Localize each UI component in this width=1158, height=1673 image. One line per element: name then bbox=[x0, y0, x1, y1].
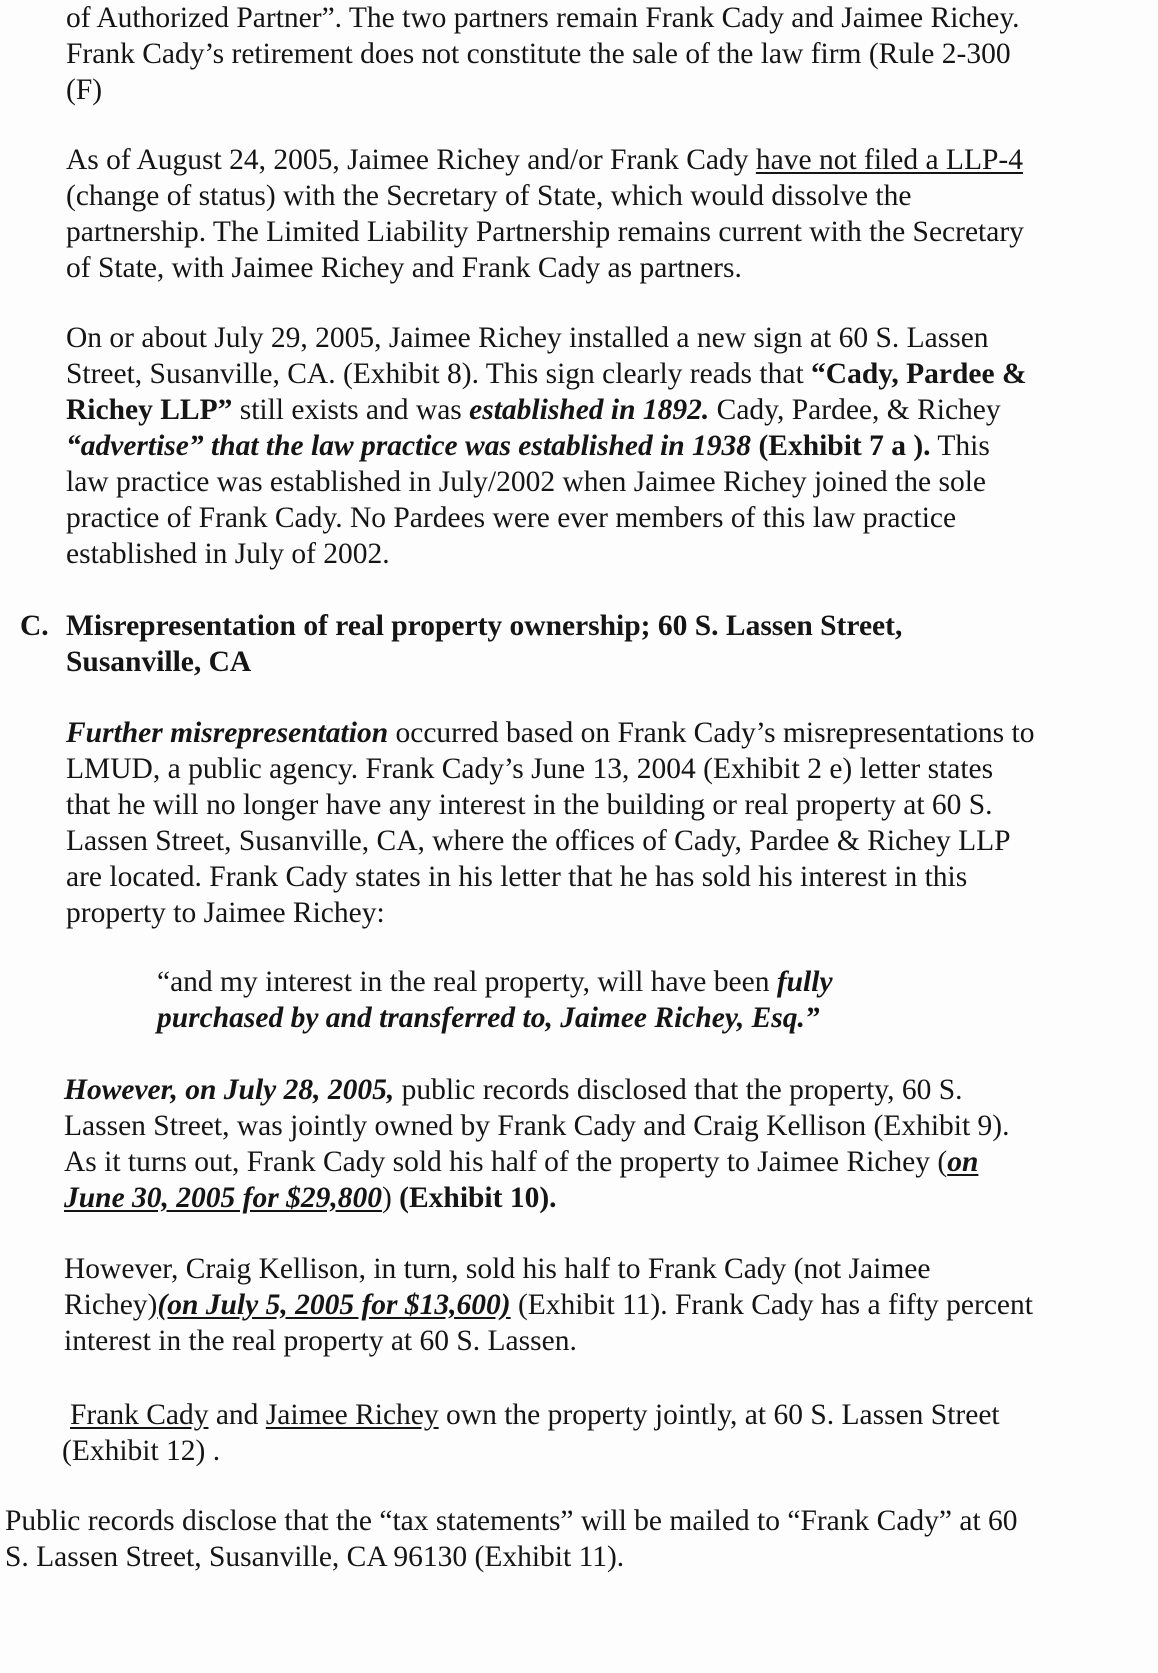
text-line: As of August 24, 2005, Jaimee Richey and/or Frank Cady have not filed a LLP-4 bbox=[66, 144, 1023, 176]
bold-italic-phrase: “advertise” that the law practice was established in 1938 bbox=[66, 430, 752, 462]
text-line: As it turns out, Frank Cady sold his half of the property to Jaimee Richey (on bbox=[64, 1146, 979, 1178]
bold-italic-phrase: established in 1892. bbox=[469, 394, 710, 426]
text-line: Lassen Street, was jointly owned by Frank Cady and Craig Kellison (Exhibit 9). bbox=[64, 1110, 1010, 1142]
paragraph-llp-status bbox=[66, 142, 1024, 286]
text-line: On or about July 29, 2005, Jaimee Richey installed a new sign at 60 S. Lassen bbox=[66, 322, 989, 354]
text-line: “and my interest in the real property, will have been fully bbox=[157, 966, 833, 998]
bold-phrase: (Exhibit 7 a ). bbox=[751, 430, 931, 462]
text-line: Further misrepresentation occurred based on Frank Cady’s misrepresentations to bbox=[66, 717, 1035, 749]
paragraph-further-misrepresentation bbox=[66, 715, 1035, 931]
text-line: (change of status) with the Secretary of State, which would dissolve the bbox=[66, 180, 912, 212]
text-line: (F) bbox=[66, 74, 103, 106]
bold-italic-underlined-phrase: (on July 5, 2005 for $13,600) bbox=[157, 1289, 511, 1321]
text-line: purchased by and transferred to, Jaimee Richey, Esq.” bbox=[157, 1002, 820, 1034]
text-line: that he will no longer have any interest in the building or real property at 60 S. bbox=[66, 789, 993, 821]
text-line: Frank Cady’s retirement does not constitute the sale of the law firm (Rule 2-300 bbox=[66, 38, 1011, 70]
text-line: Street, Susanville, CA. (Exhibit 8). This sign clearly reads that “Cady, Pardee & bbox=[66, 358, 1027, 390]
text-line: S. Lassen Street, Susanville, CA 96130 (Exhibit 11). bbox=[5, 1541, 625, 1573]
bold-italic-underlined-phrase: June 30, 2005 for $29,800 bbox=[64, 1182, 382, 1214]
text-line: Public records disclose that the “tax statements” will be mailed to “Frank Cady” at 60 bbox=[5, 1505, 1018, 1537]
bold-italic-phrase: However, on July 28, 2005, bbox=[64, 1074, 395, 1106]
text-line: interest in the real property at 60 S. Lassen. bbox=[64, 1325, 577, 1357]
paragraph-joint-ownership bbox=[62, 1397, 1000, 1469]
underlined-phrase: have not filed a LLP-4 bbox=[755, 144, 1023, 176]
text-line: law practice was established in July/2002 when Jaimee Richey joined the sole bbox=[66, 466, 986, 498]
text-line: (Exhibit 12) . bbox=[62, 1435, 221, 1467]
text-line: LMUD, a public agency. Frank Cady’s June 13, 2004 (Exhibit 2 e) letter states bbox=[66, 753, 994, 785]
bold-italic-phrase: Further misrepresentation bbox=[66, 717, 389, 749]
text-line: Frank Cady and Jaimee Richey own the property jointly, at 60 S. Lassen Street bbox=[70, 1399, 1000, 1431]
text-line: of State, with Jaimee Richey and Frank Cady as partners. bbox=[66, 252, 742, 284]
section-title-line: Misrepresentation of real property ownership; 60 S. Lassen Street, bbox=[66, 610, 903, 642]
text-line: practice of Frank Cady. No Pardees were ever members of this law practice bbox=[66, 502, 957, 534]
text-line: June 30, 2005 for $29,800) (Exhibit 10). bbox=[64, 1182, 557, 1214]
text-line: are located. Frank Cady states in his letter that he has sold his interest in this bbox=[66, 861, 968, 893]
bold-phrase: (Exhibit 10). bbox=[391, 1182, 557, 1214]
text-line: However, Craig Kellison, in turn, sold his half to Frank Cady (not Jaimee bbox=[64, 1253, 931, 1285]
bold-italic-phrase: fully bbox=[776, 966, 833, 998]
paragraph-however bbox=[64, 1072, 1009, 1216]
text-line: “advertise” that the law practice was established in 1938 (Exhibit 7 a ). This bbox=[66, 430, 990, 462]
bold-phrase: Richey LLP” bbox=[66, 394, 233, 426]
text-line: Lassen Street, Susanville, CA, where the offices of Cady, Pardee & Richey LLP bbox=[66, 825, 1011, 857]
paragraph-kellison bbox=[64, 1251, 1033, 1359]
text-line: established in July of 2002. bbox=[66, 538, 390, 570]
text-line: Richey)(on July 5, 2005 for $13,600) (Exhibit 11). Frank Cady has a fifty percent bbox=[64, 1289, 1033, 1321]
paragraph-sign bbox=[66, 320, 1027, 572]
text-line: However, on July 28, 2005, public records disclosed that the property, 60 S. bbox=[64, 1074, 963, 1106]
text-line: property to Jaimee Richey: bbox=[66, 897, 385, 929]
section-heading bbox=[20, 608, 902, 680]
text-line: partnership. The Limited Liability Partnership remains current with the Secretary bbox=[66, 216, 1024, 248]
bold-italic-underlined-phrase: on bbox=[947, 1146, 979, 1178]
underlined-name: Jaimee Richey bbox=[265, 1399, 439, 1431]
paragraph-tax-statements bbox=[5, 1503, 1018, 1575]
bold-phrase: “Cady, Pardee & bbox=[811, 358, 1027, 390]
section-title-line: Susanville, CA bbox=[66, 646, 252, 678]
underlined-name: Frank Cady bbox=[70, 1399, 209, 1431]
block-quote bbox=[157, 964, 833, 1036]
paragraph-partners bbox=[66, 0, 1020, 108]
text-line: of Authorized Partner”. The two partners remain Frank Cady and Jaimee Richey. bbox=[66, 2, 1020, 34]
section-letter: C. bbox=[20, 610, 49, 642]
text-line: Richey LLP” still exists and was established in 1892. Cady, Pardee, & Richey bbox=[66, 394, 1001, 426]
